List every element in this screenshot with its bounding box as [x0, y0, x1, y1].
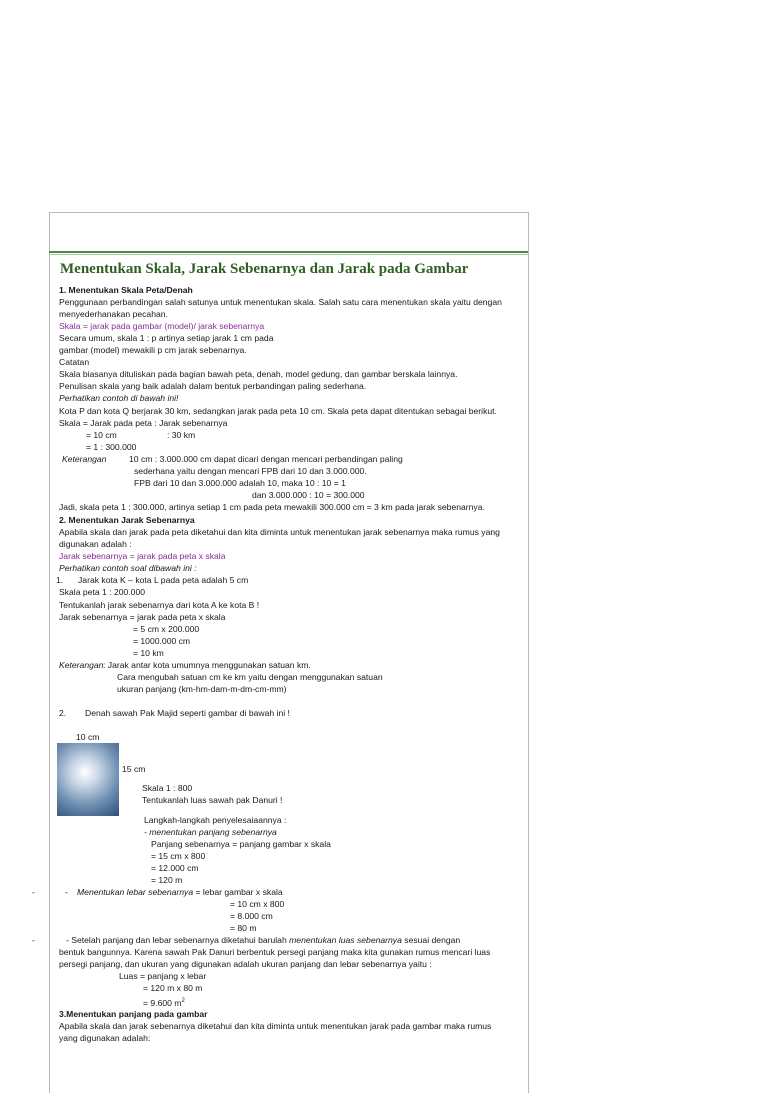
text-line: = 15 cm x 800: [151, 851, 206, 861]
text-line: menyederhanakan pecahan.: [59, 309, 168, 319]
text-line: sederhana yaitu dengan mencari FPB dari 10 dan 3.000.000.: [134, 466, 367, 476]
text-regular: = lebar gambar x skala: [193, 887, 283, 897]
superscript: 2: [181, 998, 185, 1004]
text-italic: Menentukan lebar sebenarnya: [77, 887, 194, 897]
text-line: FPB dari 10 dan 3.000.000 adalah 10, maka 10 : 10 = 1: [134, 478, 346, 488]
text-line: Skala = Jarak pada peta : Jarak sebenarnya: [59, 418, 228, 428]
text-line: = 120 m x 80 m: [143, 983, 203, 993]
header-divider: [49, 251, 528, 253]
text-line: Secara umum, skala 1 : p artinya setiap jarak 1 cm pada: [59, 333, 274, 343]
text-line: Jarak sebenarnya = jarak pada peta x skala: [59, 612, 226, 622]
text-line: [77, 887, 283, 898]
text-regular: - Setelah panjang dan lebar sebenarnya diketahui barulah: [66, 935, 290, 945]
text-regular: sesuai dengan: [401, 935, 461, 945]
text-line: [143, 996, 185, 1009]
formula-skala: Skala = jarak pada gambar (model)/ jarak sebenarnya: [59, 321, 265, 331]
text-line: : Jarak antar kota umumnya menggunakan satuan km.: [103, 660, 311, 670]
text-line: Penulisan skala yang baik adalah dalam bentuk perbandingan paling sederhana.: [59, 381, 367, 391]
section-2-heading: 2. Menentukan Jarak Sebenarnya: [59, 515, 195, 525]
text-line: : 30 km: [167, 430, 196, 440]
text-line: digunakan adalah :: [59, 539, 132, 549]
text-line: Apabila skala dan jarak pada peta diketahui dan kita diminta untuk menentukan jarak sebenarnya maka rumus yang: [59, 527, 500, 537]
header-divider-shadow: [49, 254, 528, 255]
text-line: Jadi, skala peta 1 : 300.000, artinya setiap 1 cm pada peta mewakili 300.000 cm = 3 km pada jarak sebenarnya.: [59, 502, 485, 512]
text-line: = 12.000 cm: [151, 863, 199, 873]
text-line: = 5 cm x 200.000: [133, 624, 200, 634]
text-line: Skala biasanya dituliskan pada bagian bawah peta, denah, model gedung, dan gambar berskala lainnya.: [59, 369, 458, 379]
text-line: Perhatikan contoh di bawah ini!: [59, 393, 179, 403]
text-line: Denah sawah Pak Majid seperti gambar di bawah ini !: [85, 708, 290, 718]
keterangan-label: Keterangan: [59, 660, 104, 670]
section-3-heading: 3.Menentukan panjang pada gambar: [59, 1009, 208, 1019]
margin-dash: -: [32, 935, 35, 945]
text-line: Tentukanlah luas sawah pak Danuri !: [142, 795, 283, 805]
text-line: [66, 935, 460, 946]
text-line: Jarak kota K – kota L pada peta adalah 5 cm: [78, 575, 249, 585]
page-title: Menentukan Skala, Jarak Sebenarnya dan Jarak pada Gambar: [60, 261, 469, 277]
list-number: 2.: [59, 708, 67, 718]
text-line: yang digunakan adalah:: [59, 1033, 151, 1043]
text-line: Catatan: [59, 357, 90, 367]
text-line: Skala peta 1 : 200.000: [59, 587, 146, 597]
text-line: 10 cm : 3.000.000 cm dapat dicari dengan mencari perbandingan paling: [129, 454, 403, 464]
text-line: Perhatikan contoh soal dibawah ini :: [59, 563, 197, 573]
section-1-heading: 1. Menentukan Skala Peta/Denah: [59, 285, 193, 295]
list-dash: -: [65, 887, 68, 897]
text-line: bentuk bangunnya. Karena sawah Pak Danuri berbentuk persegi panjang maka kita gunakan rumus mencari luas: [59, 947, 491, 957]
text-line: = 1 : 300.000: [86, 442, 137, 452]
text-line: dan 3.000.000 : 10 = 300.000: [252, 490, 365, 500]
list-number: 1.: [56, 575, 64, 585]
text-line: Apabila skala dan jarak sebenarnya diketahui dan kita diminta untuk menentukan jarak pada gambar maka rumus: [59, 1021, 492, 1031]
text-line: Kota P dan kota Q berjarak 30 km, sedangkan jarak pada peta 10 cm. Skala peta dapat ditentukan sebagai berikut.: [59, 406, 497, 416]
figure-length-label: 15 cm: [122, 764, 146, 774]
text-italic: menentukan luas sebenarnya: [289, 935, 402, 945]
text-line: Cara mengubah satuan cm ke km yaitu dengan menggunakan satuan: [117, 672, 383, 682]
text-line: = 120 m: [151, 875, 183, 885]
text-line: gambar (model) mewakili p cm jarak sebenarnya.: [59, 345, 247, 355]
text-line: Penggunaan perbandingan salah satunya untuk menentukan skala. Salah satu cara menentukan skala yaitu dengan: [59, 297, 502, 307]
text-regular: = 9.600 m: [143, 997, 182, 1008]
text-line: Luas = panjang x lebar: [119, 971, 207, 981]
margin-dash: -: [32, 887, 35, 897]
text-line: = 10 cm x 800: [230, 899, 285, 909]
text-line: ukuran panjang (km-hm-dam-m-dm-cm-mm): [117, 684, 287, 694]
text-line: persegi panjang, dan ukuran yang digunakan adalah ukuran panjang dan lebar sebenarnya yaitu :: [59, 959, 432, 969]
figure-width-label: 10 cm: [76, 732, 100, 742]
text-line: = 10 cm: [86, 430, 117, 440]
text-line: = 80 m: [230, 923, 257, 933]
text-line: Langkah-langkah penyelesaiaannya :: [144, 815, 287, 825]
keterangan-label: Keterangan: [62, 454, 107, 464]
text-line: Skala 1 : 800: [142, 783, 193, 793]
text-line: = 10 km: [133, 648, 164, 658]
text-line: = 8.000 cm: [230, 911, 273, 921]
text-line: - menentukan panjang sebenarnya: [144, 827, 277, 837]
text-line: Panjang sebenarnya = panjang gambar x skala: [151, 839, 331, 849]
text-line: Tentukanlah jarak sebenarnya dari kota A ke kota B !: [59, 600, 260, 610]
text-line: = 1000.000 cm: [133, 636, 191, 646]
sawah-denah-image: [57, 743, 119, 816]
formula-jarak-sebenarnya: Jarak sebenarnya = jarak pada peta x skala: [59, 551, 226, 561]
